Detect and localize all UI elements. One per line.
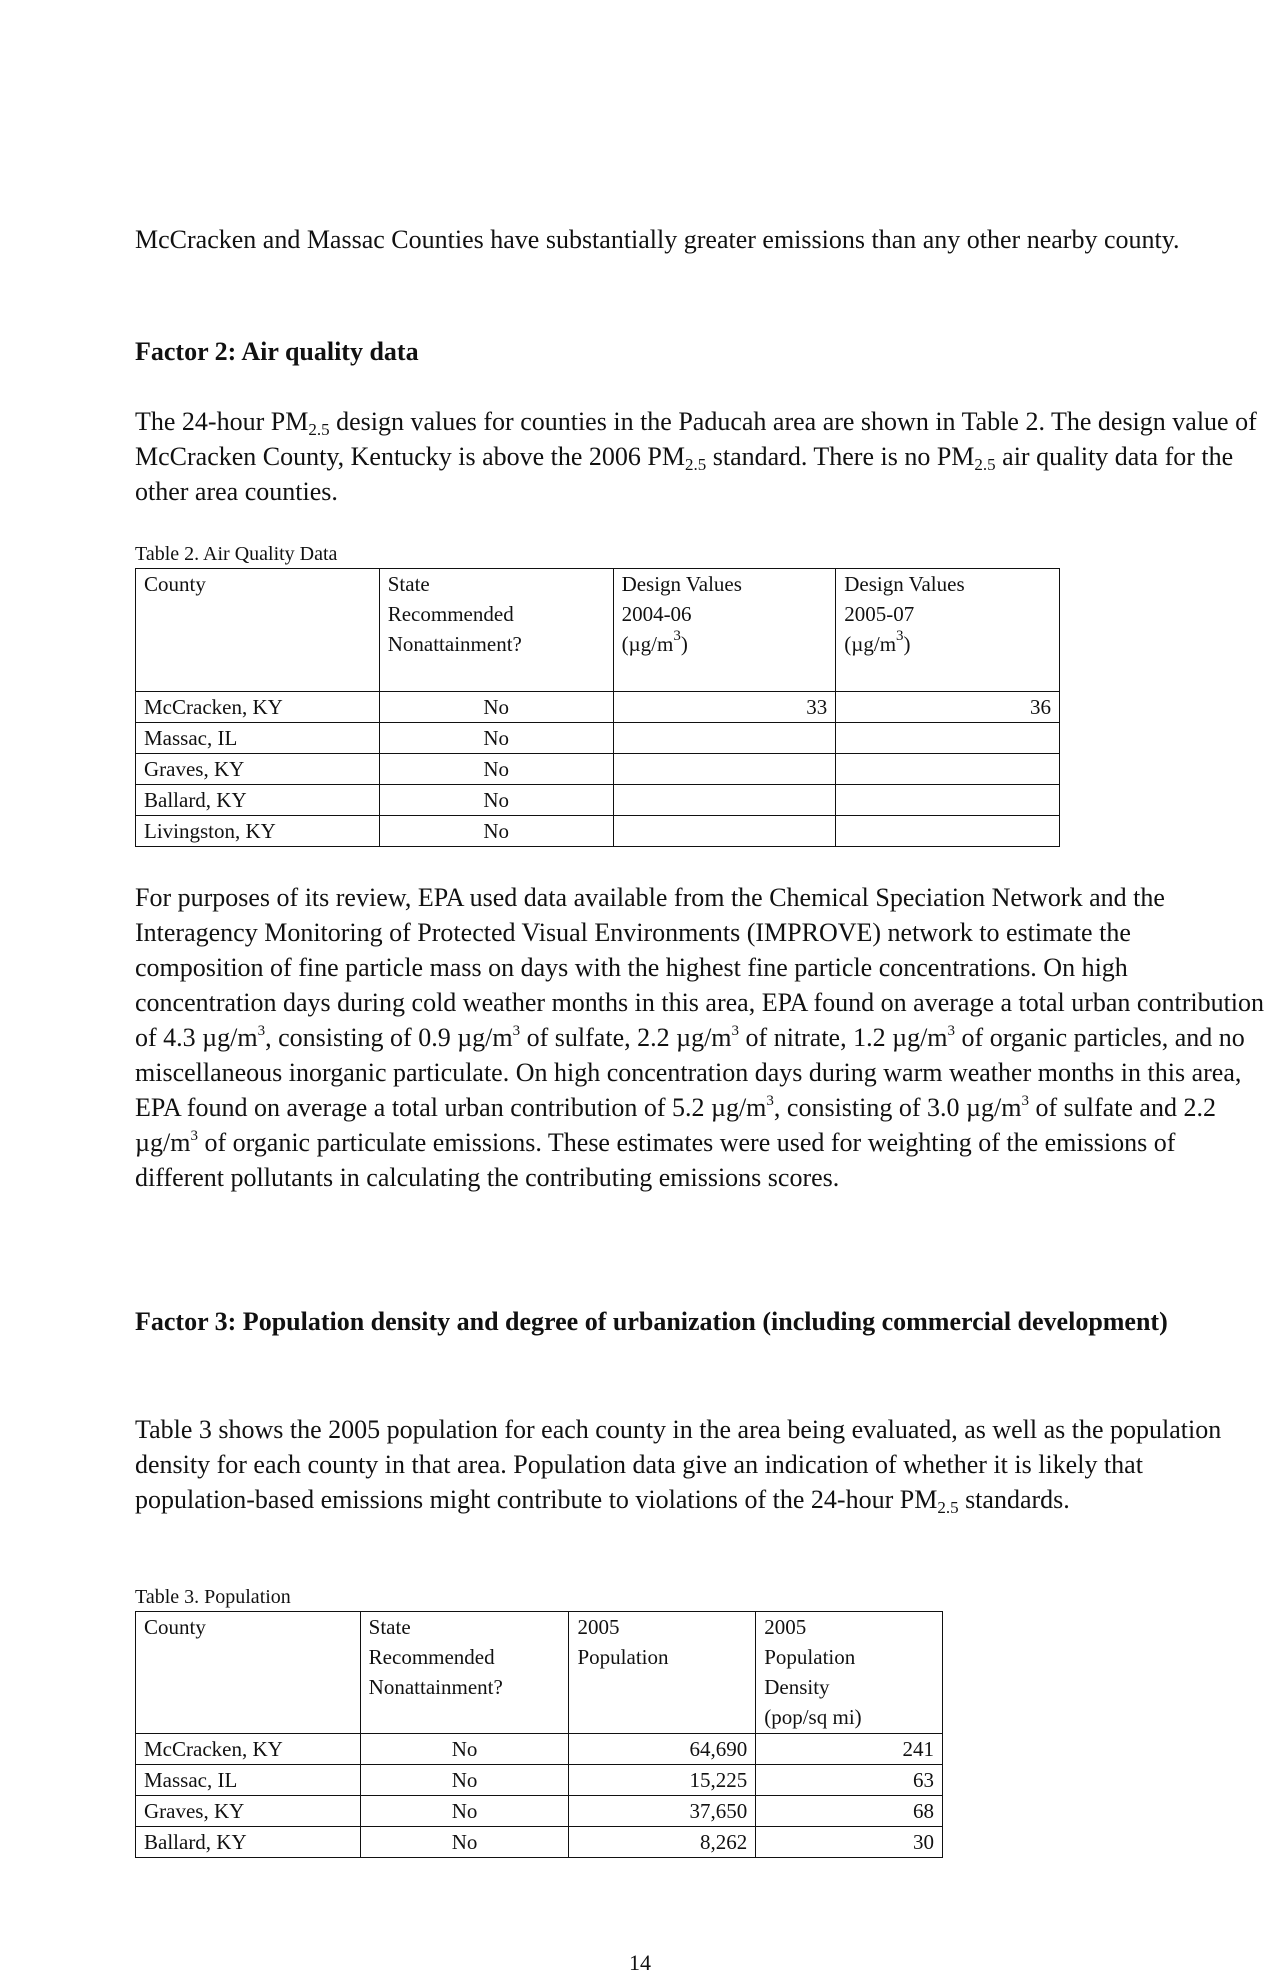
superscript: 3 — [947, 1023, 956, 1039]
cell-county: Graves, KY — [136, 754, 380, 785]
header-unit — [844, 629, 1051, 659]
header-line: 2005 — [577, 1615, 620, 1639]
factor3-section — [135, 1304, 1265, 1339]
unit-text: ) — [680, 632, 688, 656]
table-row — [136, 816, 1060, 847]
cell-state: No — [360, 1765, 569, 1796]
table3-caption: Table 3. Population — [135, 1586, 291, 1608]
text-run: The 24-hour PM — [135, 407, 309, 436]
page-number: 14 — [629, 1950, 651, 1975]
cell-dv2 — [836, 816, 1060, 847]
cell-state: No — [360, 1827, 569, 1858]
table-row — [136, 692, 1060, 723]
header-population — [569, 1612, 756, 1734]
header-county — [136, 569, 380, 692]
epa-section — [135, 880, 1265, 1195]
cell-state: No — [360, 1734, 569, 1765]
cell-density: 241 — [756, 1734, 943, 1765]
table-header-row — [136, 1612, 943, 1734]
table-header-row — [136, 569, 1060, 692]
cell-state: No — [379, 692, 613, 723]
factor2-paragraph — [135, 404, 1265, 509]
superscript: 3 — [673, 628, 681, 644]
cell-state: No — [379, 816, 613, 847]
factor2-body — [135, 404, 1265, 509]
cell-state: No — [379, 754, 613, 785]
cell-county: Graves, KY — [136, 1796, 361, 1827]
header-line: Population — [764, 1645, 856, 1669]
cell-county: Livingston, KY — [136, 816, 380, 847]
table-row — [136, 1765, 943, 1796]
superscript: 3 — [1021, 1093, 1029, 1109]
text-run: , consisting of 0.9 µg/m — [265, 1023, 513, 1052]
text-run: For purposes of its review, EPA used data available from the Chemical Speciation Network and the Interagency Monitoring of Protected Visual Environments (IMPROVE) network to estimate the composition of fine particle mass on days with the highest fine particle concentrations. On high concentration days during cold weather months in this area, EPA found on average a total urban contribution of 4.3 µg/m — [135, 883, 1265, 1052]
population-table — [135, 1611, 943, 1858]
cell-population: 15,225 — [569, 1765, 756, 1796]
header-line: State — [387, 572, 430, 596]
factor2-section — [135, 334, 1265, 369]
table3-section — [135, 1585, 1265, 1858]
superscript: 3 — [731, 1023, 740, 1039]
cell-dv2 — [836, 785, 1060, 816]
cell-dv2 — [836, 754, 1060, 785]
cell-state: No — [360, 1796, 569, 1827]
cell-dv2: 36 — [836, 692, 1060, 723]
header-line: (pop/sq mi) — [764, 1705, 862, 1729]
header-county-text: County — [144, 1615, 206, 1639]
cell-population: 37,650 — [569, 1796, 756, 1827]
text-run: of organic particles, and no miscellaneous inorganic particulate. On high concentration days during warm weather months in this area, EPA found on average a total urban contribution of 5.2 µg/m — [135, 1023, 1245, 1122]
text-run: , consisting of 3.0 µg/m — [773, 1093, 1022, 1122]
header-density — [756, 1612, 943, 1734]
header-line: Nonattainment? — [368, 1675, 503, 1699]
unit-text: (µg/m — [621, 632, 674, 656]
unit-text: ) — [903, 632, 911, 656]
header-design-values-2004 — [613, 569, 836, 692]
header-line: Design Values — [621, 572, 742, 596]
cell-dv1 — [613, 816, 836, 847]
cell-county: Ballard, KY — [136, 1827, 361, 1858]
header-line: Nonattainment? — [387, 632, 522, 656]
header-state — [360, 1612, 569, 1734]
cell-county: Massac, IL — [136, 723, 380, 754]
header-state — [379, 569, 613, 692]
text-run: of sulfate, 2.2 µg/m — [520, 1023, 732, 1052]
text-run: standard. There is no PM — [706, 442, 975, 471]
cell-density: 68 — [756, 1796, 943, 1827]
header-line: Design Values — [844, 572, 965, 596]
cell-county: Ballard, KY — [136, 785, 380, 816]
header-line: Recommended — [368, 1645, 495, 1669]
cell-dv1 — [613, 723, 836, 754]
table-row — [136, 1796, 943, 1827]
factor3-heading: Factor 3: Population density and degree of urbanization (including commercial development) — [135, 1307, 1168, 1336]
header-county-text: County — [144, 572, 206, 596]
subscript: 2.5 — [685, 455, 707, 474]
header-county — [136, 1612, 361, 1734]
text-run: Table 3 shows the 2005 population for each county in the area being evaluated, as well as the population density for each county in that area. Population data give an indication of whether it is likely that population-based emissions might contribute to violations of the 24-hour PM — [135, 1415, 1222, 1514]
factor3-body — [135, 1412, 1265, 1517]
table2-caption: Table 2. Air Quality Data — [135, 543, 338, 565]
subscript: 2.5 — [974, 455, 996, 474]
header-line: Recommended — [387, 602, 514, 626]
cell-population: 64,690 — [569, 1734, 756, 1765]
cell-population: 8,262 — [569, 1827, 756, 1858]
table-row — [136, 1734, 943, 1765]
superscript: 3 — [257, 1023, 266, 1039]
header-design-values-2005 — [836, 569, 1060, 692]
text-run: of nitrate, 1.2 µg/m — [739, 1023, 948, 1052]
header-line: 2005-07 — [844, 602, 915, 626]
unit-text: (µg/m — [844, 632, 897, 656]
factor3-paragraph — [135, 1412, 1265, 1517]
header-line: 2004-06 — [621, 602, 692, 626]
superscript: 3 — [190, 1128, 198, 1144]
table-row — [136, 754, 1060, 785]
cell-state: No — [379, 723, 613, 754]
cell-dv1: 33 — [613, 692, 836, 723]
subscript: 2.5 — [937, 1498, 959, 1517]
text-run: air quality data for the other area counties. — [135, 442, 1234, 506]
header-line: Density — [764, 1675, 830, 1699]
superscript: 3 — [896, 628, 904, 644]
header-line: State — [368, 1615, 411, 1639]
cell-dv1 — [613, 785, 836, 816]
header-unit — [622, 629, 828, 659]
text-run: standards. — [958, 1485, 1070, 1514]
cell-density: 63 — [756, 1765, 943, 1796]
subscript: 2.5 — [308, 420, 330, 439]
air-quality-table — [135, 568, 1060, 847]
table-row — [136, 723, 1060, 754]
intro-paragraph: McCracken and Massac Counties have substantially greater emissions than any other nearby county. — [135, 225, 1180, 254]
header-line: 2005 — [764, 1615, 807, 1639]
text-run: design values for counties in the Paducah area are shown in Table 2. The design value of McCracken County, Kentucky is above the 2006 PM — [135, 407, 1257, 471]
cell-county: Massac, IL — [136, 1765, 361, 1796]
header-line: Population — [577, 1645, 669, 1669]
text-run: of organic particulate emissions. These estimates were used for weighting of the emissions of different pollutants in calculating the contributing emissions scores. — [135, 1128, 1176, 1192]
table-row — [136, 785, 1060, 816]
factor2-heading: Factor 2: Air quality data — [135, 337, 419, 366]
epa-paragraph — [135, 880, 1265, 1195]
intro-section — [135, 222, 1265, 257]
cell-density: 30 — [756, 1827, 943, 1858]
superscript: 3 — [512, 1023, 521, 1039]
table-row — [136, 1827, 943, 1858]
cell-state: No — [379, 785, 613, 816]
cell-county: McCracken, KY — [136, 1734, 361, 1765]
table2-section — [135, 542, 1265, 847]
superscript: 3 — [766, 1093, 774, 1109]
cell-dv2 — [836, 723, 1060, 754]
cell-county: McCracken, KY — [136, 692, 380, 723]
cell-dv1 — [613, 754, 836, 785]
text-run: of sulfate and 2.2 µg/m — [135, 1093, 1216, 1157]
